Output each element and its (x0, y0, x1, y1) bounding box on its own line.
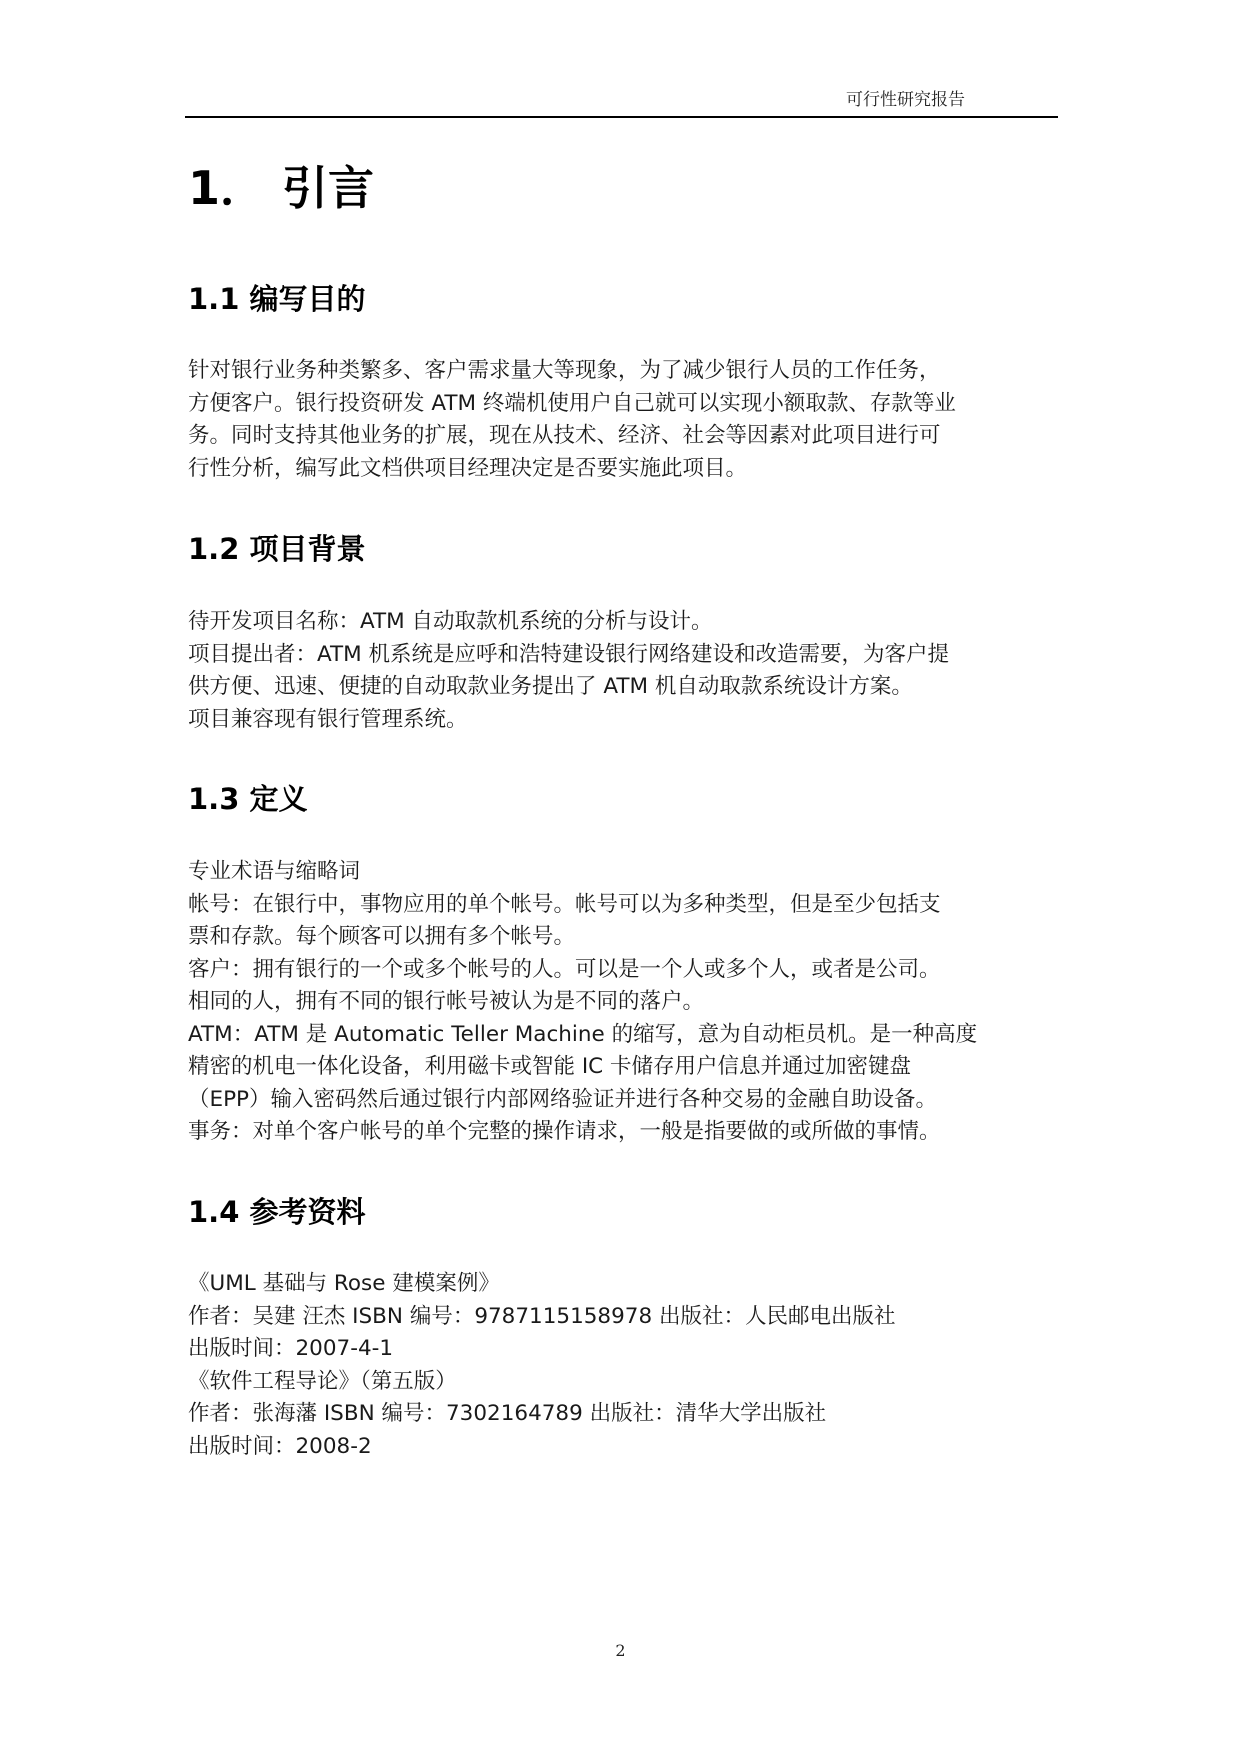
paragraph-line: 项目提出者：ATM 机系统是应呼和浩特建设银行网络建设和改造需要，为客户提 (188, 641, 950, 667)
section-body-1-4 (188, 1268, 1068, 1463)
chapter-title: 1． 引言 (188, 161, 375, 215)
reference-line: 《UML 基础与 Rose 建模案例》 (188, 1271, 500, 1296)
paragraph-line: 针对银行业务种类繁多、客户需求量大等现象，为了减少银行人员的工作任务， (188, 358, 941, 383)
reference-line: 出版时间：2007-4-1 (188, 1336, 394, 1361)
section-heading-1-2: 1.2 项目背景 (188, 532, 366, 566)
paragraph-line: 客户：拥有银行的一个或多个帐号的人。可以是一个人或多个人，或者是公司。 (188, 956, 941, 982)
reference-line: 作者：吴建 汪杰 ISBN 编号：9787115158978 出版社：人民邮电出版社 (188, 1303, 896, 1329)
paragraph-line: 行性分析，编写此文档供项目经理决定是否要实施此项目。 (188, 455, 748, 481)
paragraph-line: 精密的机电一体化设备，利用磁卡或智能 IC 卡储存用户信息并通过加密键盘 (188, 1054, 912, 1079)
paragraph-line: 相同的人，拥有不同的银行帐号被认为是不同的落户。 (188, 989, 705, 1014)
paragraph-line: 方便客户。银行投资研发 ATM 终端机使用户自己就可以实现小额取款、存款等业 (188, 390, 956, 416)
paragraph-line: 事务：对单个客户帐号的单个完整的操作请求，一般是指要做的或所做的事情。 (188, 1119, 941, 1144)
paragraph-line: 专业术语与缩略词 (188, 859, 361, 884)
section-body-1-1 (188, 355, 1068, 485)
running-header: 可行性研究报告 (846, 90, 965, 110)
section-heading-1-3: 1.3 定义 (188, 782, 308, 816)
paragraph-line: 务。同时支持其他业务的扩展，现在从技术、经济、社会等因素对此项目进行可 (188, 423, 941, 448)
reference-line: 出版时间：2008-2 (188, 1433, 372, 1459)
section-heading-1-1: 1.1 编写目的 (188, 282, 366, 316)
paragraph-line: 帐号：在银行中，事物应用的单个帐号。帐号可以为多种类型，但是至少包括支 (188, 891, 941, 917)
header-rule (185, 116, 1058, 118)
paragraph-line: 待开发项目名称：ATM 自动取款机系统的分析与设计。 (188, 609, 713, 634)
section-body-1-2 (188, 606, 1068, 736)
paragraph-line: 票和存款。每个顾客可以拥有多个帐号。 (188, 924, 576, 949)
paragraph-line: 供方便、迅速、便捷的自动取款业务提出了 ATM 机自动取款系统设计方案。 (188, 674, 913, 699)
paragraph-line: 项目兼容现有银行管理系统。 (188, 706, 468, 732)
section-body-1-3 (188, 856, 1068, 1149)
paragraph-line: （EPP）输入密码然后通过银行内部网络验证并进行各种交易的金融自助设备。 (188, 1086, 938, 1112)
reference-line: 作者：张海藩 ISBN 编号：7302164789 出版社：清华大学出版社 (188, 1401, 827, 1426)
reference-line: 《软件工程导论》（第五版） (188, 1368, 457, 1394)
page-number: 2 (615, 1641, 626, 1660)
paragraph-line: ATM：ATM 是 Automatic Teller Machine 的缩写，意为自动柜员机。是一种高度 (188, 1021, 978, 1047)
section-heading-1-4: 1.4 参考资料 (188, 1195, 366, 1229)
